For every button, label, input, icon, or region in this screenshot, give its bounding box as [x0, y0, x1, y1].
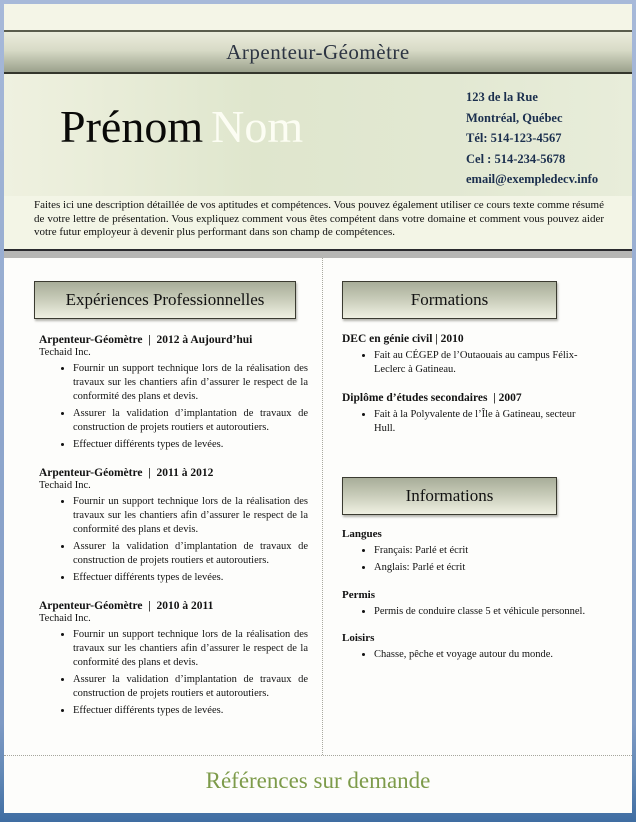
job-entry	[39, 600, 312, 718]
info-bullet: • Permis de conduire classe 5 et véhicule personnel.	[374, 605, 592, 620]
contact-address-line2: Montréal, Québec	[466, 110, 563, 125]
info-bullet: • Anglais: Parlé et écrit	[374, 561, 592, 576]
job-title: Arpenteur-Géomètre | 2010 à 2011	[39, 599, 214, 612]
job-company: Techaid Inc.	[39, 612, 91, 624]
contact-cell: Cel : 514-234-5678	[466, 151, 566, 166]
section-header-experience: Expériences Professionnelles	[34, 281, 296, 319]
info-bullet: • Français: Parlé et écrit	[374, 544, 592, 559]
info-group-label: Langues	[342, 527, 382, 540]
formation-title: DEC en génie civil | 2010	[342, 332, 464, 345]
formation-entry	[342, 392, 616, 437]
contact-block	[466, 87, 622, 196]
header-hero	[4, 74, 632, 196]
formation-bullet-list	[342, 408, 592, 437]
right-column	[323, 258, 632, 756]
job-bullet: • Effectuer différents types de levées.	[73, 438, 312, 452]
job-bullet: • Fournir un support technique lors de la réalisation des travaux sur les chantiers afin d’assurer le respect de la conformité des plans et devis.	[73, 628, 312, 670]
formation-bullet: • Fait à la Polyvalente de l’Île à Gatineau, secteur Hull.	[374, 408, 592, 437]
footer-section	[4, 755, 632, 813]
formation-title: Diplôme d’études secondaires | 2007	[342, 391, 522, 404]
job-bullet: • Assurer la validation d’implantation de travaux de construction de projets routiers et autoroutiers.	[73, 673, 312, 701]
experience-column	[4, 258, 322, 756]
job-bullet: • Effectuer différents types de levées.	[73, 571, 312, 585]
section-header-informations: Informations	[342, 477, 557, 515]
title-band	[4, 30, 632, 74]
info-bullet-list	[342, 544, 592, 576]
formation-entry	[342, 333, 616, 378]
info-group-label: Loisirs	[342, 632, 375, 644]
info-group	[342, 632, 616, 663]
formation-bullet-list	[342, 349, 592, 378]
top-strip	[4, 4, 632, 30]
job-entry	[39, 334, 312, 452]
candidate-name	[60, 101, 304, 196]
job-company: Techaid Inc.	[39, 346, 91, 358]
job-bullet: • Fournir un support technique lors de la réalisation des travaux sur les chantiers afin d’assurer le respect de la conformité des plans et devis.	[73, 495, 312, 537]
info-bullet: • Chasse, pêche et voyage autour du monde.	[374, 648, 592, 663]
document-title: Arpenteur-Géomètre	[226, 39, 410, 64]
job-bullet-list	[39, 628, 312, 718]
formation-bullet: • Fait au CÉGEP de l’Outaouais au campus Félix-Leclerc à Gatineau.	[374, 349, 592, 378]
info-group-label: Permis	[342, 588, 375, 601]
job-bullet: • Fournir un support technique lors de la réalisation des travaux sur les chantiers afin d’assurer le respect de la conformité des plans et devis.	[73, 362, 312, 404]
job-company: Techaid Inc.	[39, 479, 91, 491]
job-bullet-list	[39, 495, 312, 585]
summary-text: Faites ici une description détaillée de vos aptitudes et compétences. Vous pouvez également utiliser ce cours texte comme résumé de votre lettre de présentation. Vous expliquez comment vous êtes compétent dans votre domaine et comment vous pouvez aider votre futur employeur à devenir plus performant dans son champ de compétences.	[34, 199, 604, 238]
body-columns	[4, 258, 632, 756]
info-bullet-list	[342, 605, 592, 620]
job-bullet: • Assurer la validation d’implantation de travaux de construction de projets routiers et autoroutiers.	[73, 540, 312, 568]
info-bullet-list	[342, 648, 592, 663]
references-note: Références sur demande	[205, 768, 431, 793]
contact-email: email@exempledecv.info	[466, 172, 599, 186]
info-group	[342, 528, 616, 576]
job-entry	[39, 467, 312, 585]
summary-section	[4, 196, 632, 249]
last-name: Nom	[211, 101, 304, 152]
job-bullet: • Effectuer différents types de levées.	[73, 704, 312, 718]
contact-address-line1: 123 de la Rue	[466, 90, 538, 104]
info-group	[342, 589, 616, 620]
job-bullet-list	[39, 362, 312, 452]
section-header-formations: Formations	[342, 281, 557, 319]
first-name: Prénom	[60, 101, 204, 152]
header-body-divider	[4, 249, 632, 258]
job-title: Arpenteur-Géomètre | 2011 à 2012	[39, 466, 214, 479]
contact-phone: Tél: 514-123-4567	[466, 131, 562, 145]
job-bullet: • Assurer la validation d’implantation de travaux de construction de projets routiers et autoroutiers.	[73, 407, 312, 435]
job-title: Arpenteur-Géomètre | 2012 à Aujourd’hui	[39, 333, 253, 346]
resume-page	[4, 4, 632, 813]
